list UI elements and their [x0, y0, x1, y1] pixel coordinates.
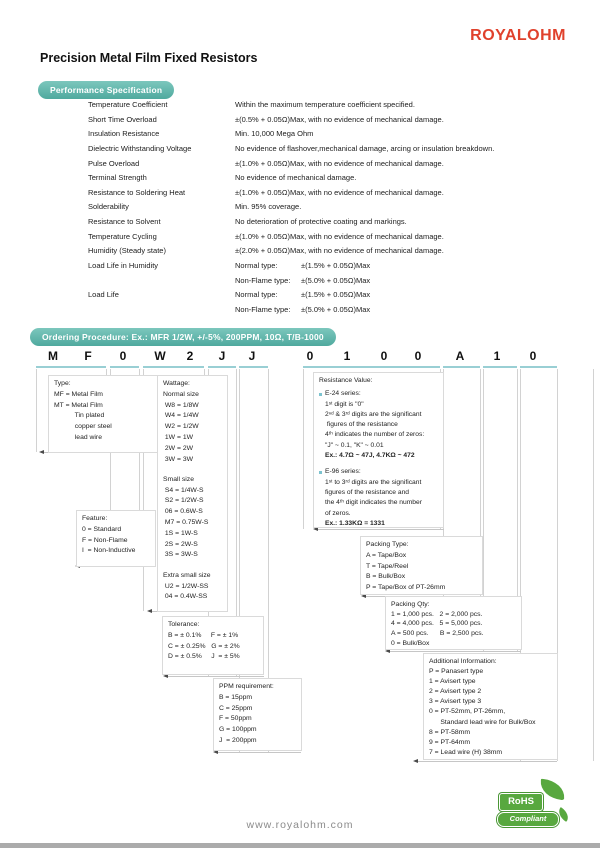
box-line: 1 = Avisert type [429, 678, 476, 686]
box-line: C = ± 0.25% G = ± 2% [168, 642, 240, 650]
box-line [163, 561, 222, 571]
additional-information-box [423, 653, 558, 760]
bottom-bar [0, 843, 600, 848]
spec-value: ±(2.0% + 0.05Ω)Max, with no evidence of mechanical damage. [235, 246, 444, 256]
box-line: "J" ~ 0.1, "K" ~ 0.01 [325, 441, 384, 449]
box-line: 4 = 4,000 pcs. 5 = 5,000 pcs. [391, 620, 483, 628]
spec-value [235, 290, 580, 319]
spec-value: ±(1.0% + 0.05Ω)Max, with no evidence of mechanical damage. [235, 231, 444, 241]
website-url: www.royalohm.com [246, 819, 354, 831]
spec-label: Load Life in Humidity [88, 261, 159, 271]
group-underline [143, 366, 204, 368]
box-lines [82, 525, 150, 557]
e24-series-section [319, 389, 438, 461]
box-line: F = 50ppm [219, 715, 252, 723]
box-line: 2S = 2W-S [163, 540, 198, 548]
box-line: 0 = Bulk/Box [391, 639, 430, 647]
code-char: 2 [186, 349, 194, 363]
arrow-left-icon [39, 450, 44, 454]
box-line: Standard lead wire for Bulk/Box [429, 718, 536, 726]
box-title: Resistance Value: [319, 377, 373, 384]
spec-type-value: ±(1.5% + 0.05Ω)Max [301, 261, 371, 271]
box-lines [429, 667, 552, 758]
box-line: W2 = 1/2W [163, 423, 199, 431]
ppm-requirement-box [213, 678, 302, 751]
box-line: W4 = 1/4W [163, 412, 199, 420]
box-line: lead wire [54, 433, 102, 441]
group-underline [239, 366, 268, 368]
box-line: F = Non-Flame [82, 536, 128, 544]
feature-box [76, 510, 156, 567]
group-underline [303, 366, 440, 368]
code-char: F [84, 349, 92, 363]
spec-value: Within the maximum temperature coefficient specified. [235, 100, 415, 109]
box-line: U2 = 1/2W-SS [163, 582, 209, 590]
type-box [48, 375, 170, 453]
code-char: 0 [306, 349, 314, 363]
spec-value: ±(1.0% + 0.05Ω)Max, with no evidence of mechanical damage. [235, 187, 444, 197]
bullet-icon [319, 471, 322, 474]
spec-label: Resistance to Solvent [88, 217, 161, 227]
spec-row [88, 129, 580, 144]
connector-line [218, 752, 301, 753]
box-lines [391, 610, 516, 649]
spec-label: Dielectric Withstanding Voltage [88, 143, 192, 153]
resistance-value-box [313, 372, 444, 528]
rohs-label: RoHS [499, 793, 543, 811]
box-line: 0 = Standard [82, 525, 122, 533]
box-line: 1ˢᵗ to 3ʳᵈ digits are the significant [325, 478, 422, 486]
group-underline [110, 366, 139, 368]
box-line: C = 25ppm [219, 704, 253, 712]
spec-row [88, 159, 580, 174]
code-char: 0 [529, 349, 537, 363]
packing-type-box [360, 536, 483, 595]
box-line: of zeros. [325, 509, 351, 517]
connector-line [593, 369, 594, 761]
box-line: 9 = PT-64mm [429, 738, 470, 746]
spec-value: No evidence of flashover,mechanical damage, arcing or insulation breakdown. [235, 143, 495, 153]
box-line: 04 = 0.4W-SS [163, 593, 208, 601]
spec-value [235, 261, 580, 290]
spec-value: No deterioration of protective coating and markings. [235, 217, 407, 227]
box-title: Packing Type: [366, 541, 409, 548]
box-line: 1W = 1W [163, 433, 194, 441]
spec-value: ±(1.0% + 0.05Ω)Max, with no evidence of mechanical damage. [235, 158, 444, 168]
code-char: A [455, 349, 465, 363]
leaf-icon [539, 779, 566, 801]
spec-value: ±(0.5% + 0.05Ω)Max, with no evidence of mechanical damage. [235, 114, 444, 124]
rohs-compliant-logo [497, 783, 567, 835]
box-line: B = Bulk/Box [366, 573, 406, 581]
spec-type: Normal type: [235, 261, 278, 271]
group-underline [483, 366, 517, 368]
arrow-left-icon [413, 759, 418, 763]
tolerance-box [162, 616, 264, 675]
box-line: W8 = 1/8W [163, 401, 199, 409]
spec-subline [235, 290, 580, 305]
e96-series-header [319, 467, 438, 477]
connector-line [168, 676, 264, 677]
spec-row [88, 232, 580, 247]
box-lines [168, 631, 258, 663]
spec-label: Resistance to Soldering Heat [88, 187, 186, 197]
box-line: 2W = 2W [163, 444, 194, 452]
box-lines [319, 478, 438, 519]
box-title: Additional Information: [429, 658, 497, 665]
group-underline [208, 366, 236, 368]
ordering-procedure-badge: Ordering Procedure: Ex.: MFR 1/2W, +/-5%, 200PPM, 10Ω, T/B-1000 [30, 328, 336, 346]
spec-subline [235, 276, 580, 291]
code-char: 1 [343, 349, 351, 363]
box-line: 3S = 3W-S [163, 551, 198, 559]
code-char: W [154, 349, 166, 363]
spec-label: Insulation Resistance [88, 129, 160, 139]
spec-label: Temperature Coefficient [88, 100, 168, 109]
box-line: the 4ᵗʰ digit indicates the number [325, 499, 422, 507]
wattage-box [157, 375, 228, 612]
spec-row [88, 261, 580, 290]
spec-type: Non-Flame type: [235, 304, 291, 314]
box-lines [54, 390, 164, 444]
spec-type: Normal type: [235, 290, 278, 300]
group-underline [443, 366, 480, 368]
box-line: P = Panasert type [429, 668, 484, 676]
code-char: J [218, 349, 226, 363]
box-line: P = Tape/Box of PT-26mm [366, 584, 446, 592]
code-char: J [248, 349, 256, 363]
box-line: 3 = Avisert type 3 [429, 698, 482, 706]
code-char: M [48, 349, 58, 363]
box-line: J = 200ppm [219, 736, 257, 744]
box-line: A = Tape/Box [366, 551, 407, 559]
connector-line [303, 369, 304, 529]
spec-row [88, 217, 580, 232]
spec-value: Min. 10,000 Mega Ohm [235, 129, 314, 139]
box-title: Packing Qty: [391, 601, 430, 608]
box-line: 3W = 3W [163, 455, 194, 463]
code-char: 0 [414, 349, 422, 363]
box-line: 2ⁿᵈ & 3ʳᵈ digits are the significant [325, 410, 422, 418]
box-line: copper steel [54, 423, 112, 431]
e96-series-section [319, 467, 438, 529]
page-title: Precision Metal Film Fixed Resistors [40, 51, 258, 65]
box-title: Tolerance: [168, 621, 200, 628]
box-lines [319, 400, 438, 451]
box-line: B = 15ppm [219, 693, 253, 701]
box-line: figures of the resistance and [325, 488, 410, 496]
code-char: 0 [119, 349, 127, 363]
box-line [163, 465, 222, 475]
spec-label: Load Life [88, 290, 119, 300]
box-line: 0 = PT-52mm, PT-26mm, [429, 708, 506, 716]
e24-example: Ex.: 4.7Ω ~ 47J, 4.7KΩ ~ 472 [325, 452, 415, 460]
box-lines [163, 390, 222, 603]
spec-type-value: ±(1.5% + 0.05Ω)Max [301, 290, 371, 300]
group-underline [520, 366, 557, 368]
box-line: 4ᵗʰ indicates the number of zeros: [325, 431, 425, 439]
box-title: PPM requirement: [219, 683, 274, 690]
box-line: 1ˢᵗ digit is "0" [325, 400, 364, 408]
box-line: B = ± 0.1% F = ± 1% [168, 631, 239, 639]
spec-row [88, 173, 580, 188]
spec-row [88, 115, 580, 130]
box-line: 2 = Avisert type 2 [429, 688, 482, 696]
box-line: I = Non-Inductive [82, 547, 136, 555]
spec-label: Solderability [88, 202, 129, 212]
box-line: 1S = 1W-S [163, 529, 198, 537]
group-underline [36, 366, 106, 368]
box-line: 7 = Lead wire (H) 38mm [429, 748, 503, 756]
box-line: A = 500 pcs. B = 2,500 pcs. [391, 630, 484, 638]
box-line: 8 = PT-58mm [429, 728, 470, 736]
spec-subline [235, 305, 580, 320]
spec-subline [235, 261, 580, 276]
e96-example: Ex.: 1.33KΩ = 1331 [325, 519, 385, 527]
connector-line [390, 651, 521, 652]
box-title: Wattage: [163, 380, 190, 387]
spec-row [88, 100, 580, 115]
compliant-label: Compliant [497, 812, 559, 827]
arrow-left-icon [147, 609, 152, 613]
box-lines [366, 551, 477, 594]
spec-value: No evidence of mechanical damage. [235, 173, 357, 183]
box-line: 06 = 0.6W-S [163, 508, 203, 516]
spec-row [88, 188, 580, 203]
box-line: D = ± 0.5% J = ± 5% [168, 653, 240, 661]
box-title: Type: [54, 380, 71, 387]
code-char: 1 [493, 349, 501, 363]
spec-label: Pulse Overload [88, 158, 140, 168]
series-header-text: E-24 series: [325, 390, 361, 398]
box-line: Tin plated [54, 412, 105, 420]
spec-type: Non-Flame type: [235, 275, 291, 285]
box-line: figures of the resistance [325, 421, 398, 429]
box-line: M7 = 0.75W-S [163, 519, 209, 527]
box-line: Small size [163, 475, 194, 483]
spec-row [88, 290, 580, 319]
spec-label: Temperature Cycling [88, 231, 157, 241]
spec-type-value: ±(5.0% + 0.05Ω)Max [301, 275, 371, 285]
box-title: Feature: [82, 515, 108, 522]
connector-line [418, 761, 557, 762]
spec-type-value: ±(5.0% + 0.05Ω)Max [301, 304, 371, 314]
box-lines [219, 693, 296, 747]
box-line: G = 100ppm [219, 726, 257, 734]
spec-label: Humidity (Steady state) [88, 246, 166, 256]
performance-spec-table [88, 100, 580, 320]
box-line: 1 = 1,000 pcs. 2 = 2,000 pcs. [391, 610, 483, 618]
box-line: Extra small size [163, 571, 211, 579]
connector-line [36, 369, 37, 452]
spec-row [88, 246, 580, 261]
packing-qty-box [385, 596, 522, 650]
bullet-icon [319, 393, 322, 396]
box-line: S4 = 1/4W-S [163, 486, 204, 494]
box-line: MT = Metal Film [54, 401, 103, 409]
box-line: MF = Metal Film [54, 390, 103, 398]
spec-row [88, 202, 580, 217]
code-char: 0 [380, 349, 388, 363]
box-line: Normal size [163, 390, 199, 398]
box-line: T = Tape/Reel [366, 562, 409, 570]
spec-row [88, 144, 580, 159]
spec-label: Short Time Overload [88, 114, 157, 124]
performance-specification-badge: Performance Specification [38, 81, 174, 99]
brand-logo: ROYALOHM [470, 27, 566, 44]
spec-value: Min. 95% coverage. [235, 202, 302, 212]
series-header-text: E-96 series: [325, 468, 361, 476]
box-line: S2 = 1/2W-S [163, 497, 204, 505]
e24-series-header [319, 389, 438, 399]
spec-label: Terminal Strength [88, 173, 147, 183]
